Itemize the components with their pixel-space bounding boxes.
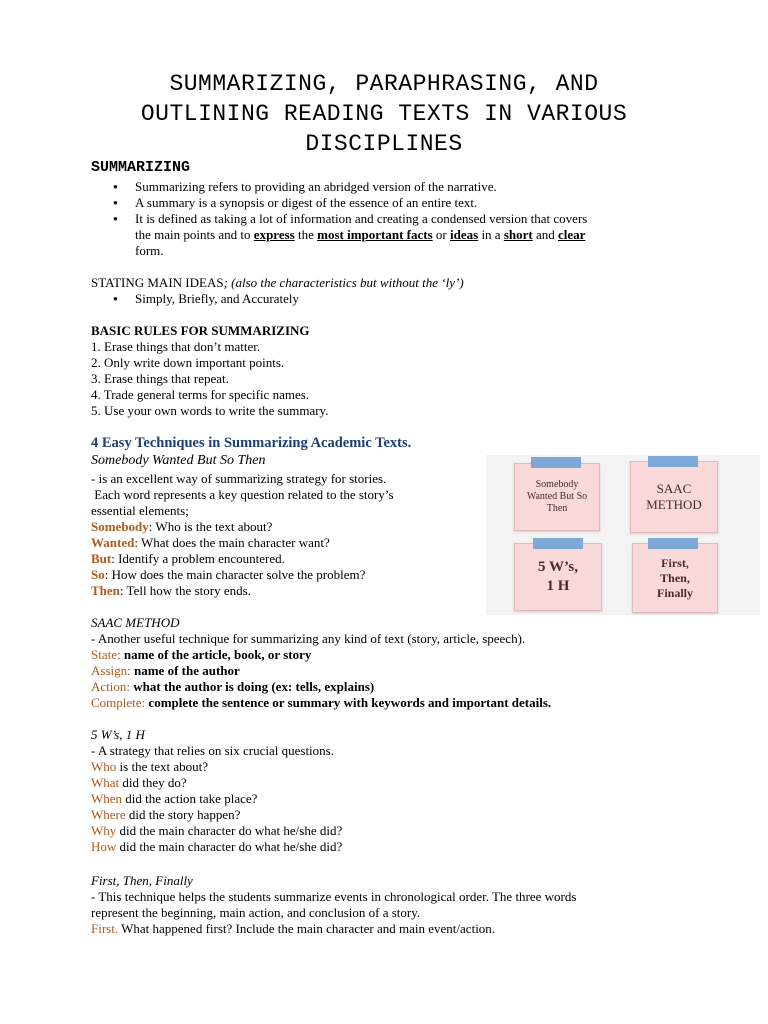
- bullet-text: form.: [135, 243, 164, 258]
- card-somebody-wanted: [514, 463, 600, 531]
- ftf-desc: - This technique helps the students summarize events in chronological order. The three words: [91, 889, 577, 904]
- list-item: [91, 195, 671, 211]
- title-line-1: SUMMARIZING, PARAPHRASING, AND: [169, 71, 599, 97]
- swbst-value: : How does the main character solve the problem?: [104, 567, 366, 582]
- keyword-short: short: [503, 227, 533, 242]
- ftf-title: First, Then, Finally: [91, 873, 193, 888]
- tape-decoration: [531, 457, 581, 468]
- saac-title: SAAC METHOD: [91, 615, 180, 630]
- swbst-row: [91, 583, 394, 599]
- swbst-row: [91, 535, 394, 551]
- keyword-ideas: ideas: [450, 227, 479, 242]
- swbst-row: [91, 567, 394, 583]
- list-item: 4. Trade general terms for specific names.: [91, 387, 310, 402]
- main-ideas-title: STATING MAIN IDEAS: [91, 275, 224, 290]
- swbst-key: Then: [91, 583, 120, 598]
- wh-key: When: [91, 791, 123, 806]
- wh-desc: - A strategy that relies on six crucial questions.: [91, 743, 334, 758]
- title-line-3: DISCIPLINES: [305, 131, 463, 157]
- wh-value: did the main character do what he/she did?: [116, 839, 343, 854]
- saac-row: [91, 663, 551, 679]
- saac-row: [91, 695, 551, 711]
- list-item: 1. Erase things that don’t matter.: [91, 339, 261, 354]
- swbst-key: So: [91, 567, 105, 582]
- tape-decoration: [533, 538, 583, 549]
- ftf-body: [91, 889, 576, 937]
- card-text: METHOD: [646, 497, 702, 512]
- bullet-text: A summary is a synopsis or digest of the essence of an entire text.: [135, 195, 478, 210]
- tape-decoration: [648, 456, 698, 467]
- swbst-body: [91, 471, 394, 599]
- card-5ws-1h: [514, 543, 602, 611]
- wh-row: [91, 823, 342, 839]
- list-item: 3. Erase things that repeat.: [91, 371, 229, 386]
- saac-row: [91, 679, 551, 695]
- card-text: SAAC: [656, 481, 692, 496]
- card-text: 5 W’s,: [537, 559, 578, 575]
- saac-value: what the author is doing (ex: tells, explains): [130, 679, 375, 694]
- techniques-heading: 4 Easy Techniques in Summarizing Academic Texts.: [91, 435, 412, 451]
- wh-value: did the main character do what he/she did?: [116, 823, 343, 838]
- bullet-text: in a: [478, 227, 504, 242]
- wh-body: [91, 743, 342, 855]
- list-item: [91, 179, 671, 195]
- saac-key: Assign:: [91, 663, 131, 678]
- saac-value: name of the author: [130, 663, 240, 678]
- ftf-desc: represent the beginning, main action, and conclusion of a story.: [91, 905, 421, 920]
- swbst-desc: Each word represents a key question related to the story’s: [91, 487, 394, 502]
- card-text: First,: [661, 555, 689, 570]
- swbst-key: But: [91, 551, 112, 566]
- bullet-text: It is defined as taking a lot of information and creating a condensed version that covers: [135, 211, 588, 226]
- card-saac-method: [630, 461, 718, 533]
- list-item: 2. Only write down important points.: [91, 355, 285, 370]
- saac-desc: - Another useful technique for summarizing any kind of text (story, article, speech).: [91, 631, 526, 646]
- saac-row: [91, 647, 551, 663]
- wh-key: Who: [91, 759, 117, 774]
- keyword-clear: clear: [558, 227, 586, 242]
- main-ideas-list: [91, 291, 671, 307]
- swbst-desc: - is an excellent way of summarizing strategy for stories.: [91, 471, 387, 486]
- title-line-2: OUTLINING READING TEXTS IN VARIOUS: [140, 101, 628, 127]
- wh-value: did the story happen?: [125, 807, 241, 822]
- swbst-value: : What does the main character want?: [134, 535, 330, 550]
- page-title: [0, 69, 768, 159]
- wh-value: is the text about?: [116, 759, 208, 774]
- bullet-text: and: [532, 227, 558, 242]
- ftf-value: What happened first? Include the main character and main event/action.: [118, 921, 496, 936]
- card-text: Then,: [660, 570, 690, 585]
- bullet-text: Simply, Briefly, and Accurately: [135, 291, 300, 306]
- swbst-row: [91, 551, 394, 567]
- card-text: Somebody: [535, 479, 579, 490]
- wh-value: did they do?: [119, 775, 187, 790]
- bullet-text: the: [294, 227, 318, 242]
- rules-list: [91, 339, 328, 419]
- main-ideas-heading: [91, 275, 464, 291]
- list-item: [91, 211, 671, 259]
- swbst-value: : Identify a problem encountered.: [111, 551, 285, 566]
- list-item: [91, 291, 671, 307]
- swbst-key: Wanted: [91, 535, 135, 550]
- wh-row: [91, 839, 342, 855]
- card-text: Finally: [656, 585, 693, 600]
- wh-key: Where: [91, 807, 126, 822]
- saac-key: Action:: [91, 679, 130, 694]
- saac-value: name of the article, book, or story: [120, 647, 312, 662]
- saac-value: complete the sentence or summary with keywords and important details.: [145, 695, 552, 710]
- swbst-desc: essential elements;: [91, 503, 189, 518]
- list-item: 5. Use your own words to write the summary.: [91, 403, 329, 418]
- wh-row: [91, 775, 342, 791]
- wh-row: [91, 791, 342, 807]
- card-text: Wanted But So: [526, 491, 588, 502]
- wh-value: did the action take place?: [122, 791, 258, 806]
- rules-heading: BASIC RULES FOR SUMMARIZING: [91, 323, 310, 338]
- summarizing-list: [91, 179, 671, 259]
- card-text: Then: [546, 503, 568, 514]
- bullet-text: the main points and to: [135, 227, 254, 242]
- wh-key: What: [91, 775, 120, 790]
- swbst-key: Somebody: [91, 519, 149, 534]
- main-ideas-note: ; (also the characteristics but without the ‘ly’): [223, 275, 464, 290]
- technique-cards-image: [486, 455, 760, 615]
- wh-title: 5 W’s, 1 H: [91, 727, 145, 742]
- saac-key: Complete:: [91, 695, 146, 710]
- saac-body: [91, 631, 551, 711]
- swbst-title: Somebody Wanted But So Then: [91, 453, 266, 468]
- swbst-value: : Who is the text about?: [148, 519, 273, 534]
- ftf-key: First.: [91, 921, 119, 936]
- wh-row: [91, 807, 342, 823]
- keyword-most-important-facts: most important facts: [317, 227, 433, 242]
- card-first-then-finally: [632, 543, 718, 613]
- swbst-row: [91, 519, 394, 535]
- wh-key: Why: [91, 823, 117, 838]
- bullet-text: Summarizing refers to providing an abridged version of the narrative.: [135, 179, 497, 194]
- keyword-express: express: [253, 227, 295, 242]
- bullet-text: or: [432, 227, 451, 242]
- card-text: 1 H: [546, 578, 570, 594]
- saac-key: State:: [91, 647, 121, 662]
- tape-decoration: [648, 538, 698, 549]
- swbst-value: : Tell how the story ends.: [119, 583, 251, 598]
- section-heading-summarizing: SUMMARIZING: [91, 159, 191, 176]
- ftf-row: [91, 921, 576, 937]
- wh-key: How: [91, 839, 117, 854]
- wh-row: [91, 759, 342, 775]
